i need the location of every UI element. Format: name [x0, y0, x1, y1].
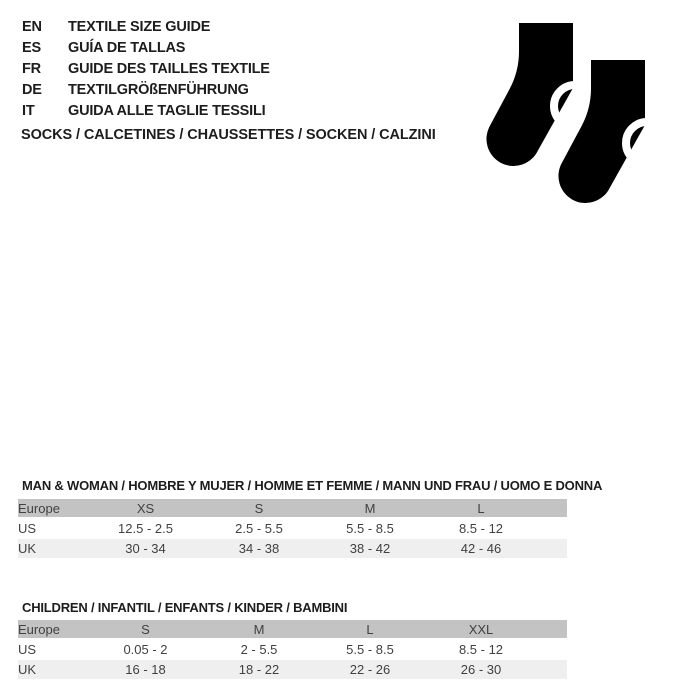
header-cell-size: M [315, 499, 425, 519]
value-cell: 8.5 - 12 [425, 519, 537, 538]
value-cell: 22 - 26 [315, 659, 425, 679]
header-cell-size: XS [88, 499, 203, 519]
row-label-cell: US [18, 519, 88, 538]
value-cell: 5.5 - 8.5 [315, 640, 425, 659]
lang-row-es [22, 38, 270, 59]
lang-row-en [22, 17, 270, 38]
header-cell-size: S [88, 620, 203, 640]
table-row-uk [18, 659, 567, 679]
lang-title-fr: GUIDE DES TAILLES TEXTILE [68, 61, 270, 77]
header-cell-size: L [425, 499, 537, 519]
lang-code-en: EN [22, 19, 42, 35]
value-cell: 5.5 - 8.5 [315, 519, 425, 538]
value-cell-filler [537, 519, 567, 538]
value-cell-filler [537, 538, 567, 558]
lang-code-it: IT [22, 103, 35, 119]
size-table-man-woman [18, 499, 567, 558]
value-cell: 30 - 34 [88, 538, 203, 558]
lang-row-it [22, 101, 270, 122]
lang-row-fr [22, 59, 270, 80]
header-cell-region: Europe [18, 620, 88, 640]
value-cell: 42 - 46 [425, 538, 537, 558]
table-row-us [18, 519, 567, 538]
header-cell-size: S [203, 499, 315, 519]
value-cell: 38 - 42 [315, 538, 425, 558]
header-cell-filler [537, 620, 567, 640]
header-cell-size: L [315, 620, 425, 640]
header-cell-size: M [203, 620, 315, 640]
lang-code-fr: FR [22, 61, 41, 77]
lang-row-de [22, 80, 270, 101]
value-cell: 12.5 - 2.5 [88, 519, 203, 538]
table-row-us [18, 640, 567, 659]
table-header-row [18, 620, 567, 640]
value-cell-filler [537, 640, 567, 659]
value-cell: 8.5 - 12 [425, 640, 537, 659]
value-cell: 34 - 38 [203, 538, 315, 558]
value-cell: 2 - 5.5 [203, 640, 315, 659]
value-cell-filler [537, 659, 567, 679]
row-label-cell: US [18, 640, 88, 659]
lang-title-en: TEXTILE SIZE GUIDE [68, 19, 211, 35]
table-title-children: CHILDREN / INFANTIL / ENFANTS / KINDER / BAMBINI [22, 600, 348, 615]
value-cell: 16 - 18 [88, 659, 203, 679]
language-list [22, 17, 270, 122]
header-cell-region: Europe [18, 499, 88, 519]
value-cell: 2.5 - 5.5 [203, 519, 315, 538]
lang-title-es: GUÍA DE TALLAS [68, 40, 186, 56]
size-table-children [18, 620, 567, 679]
category-line: SOCKS / CALCETINES / CHAUSSETTES / SOCKEN / CALZINI [21, 127, 436, 143]
row-label-cell: UK [18, 659, 88, 679]
value-cell: 18 - 22 [203, 659, 315, 679]
socks-icon [484, 13, 674, 213]
lang-title-de: TEXTILGRÖßENFÜHRUNG [68, 82, 249, 98]
row-label-cell: UK [18, 538, 88, 558]
header-cell-filler [537, 499, 567, 519]
socks-icon-svg [484, 13, 674, 213]
lang-title-it: GUIDA ALLE TAGLIE TESSILI [68, 103, 266, 119]
header-cell-size: XXL [425, 620, 537, 640]
table-row-uk [18, 538, 567, 558]
table-header-row [18, 499, 567, 519]
table-title-man-woman: MAN & WOMAN / HOMBRE Y MUJER / HOMME ET FEMME / MANN UND FRAU / UOMO E DONNA [22, 478, 603, 493]
value-cell: 0.05 - 2 [88, 640, 203, 659]
value-cell: 26 - 30 [425, 659, 537, 679]
lang-code-de: DE [22, 82, 42, 98]
lang-code-es: ES [22, 40, 41, 56]
